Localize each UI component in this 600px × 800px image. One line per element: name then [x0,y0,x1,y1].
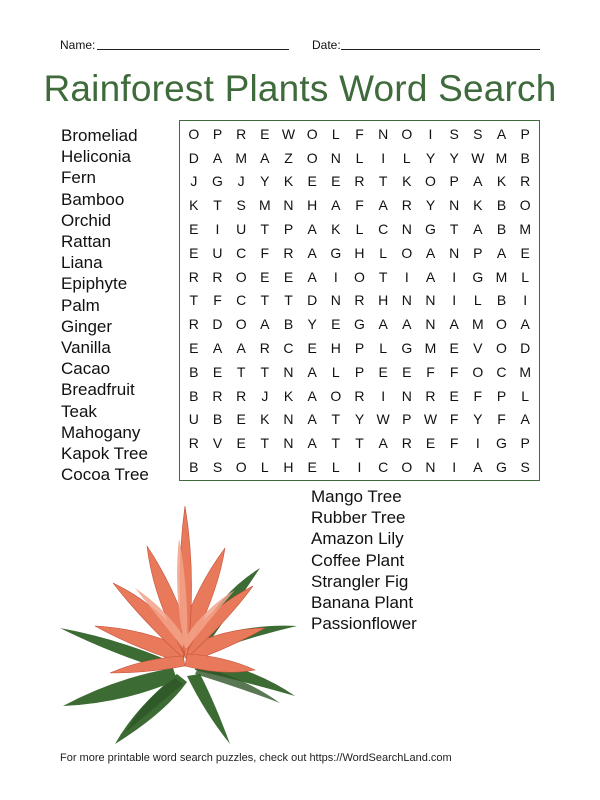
grid-letter[interactable]: A [212,149,223,166]
word-list-item: Heliconia [61,147,131,167]
grid-letter[interactable]: L [331,125,340,142]
grid-letter[interactable]: A [378,316,388,333]
grid-letter[interactable]: G [330,244,342,261]
grid-letter[interactable]: M [495,268,508,285]
grid-letter[interactable]: C [236,292,247,309]
grid-letter[interactable]: L [473,292,482,309]
grid-letter[interactable]: L [260,459,269,476]
grid-letter[interactable]: W [471,149,485,166]
grid-letter[interactable]: E [449,387,459,404]
grid-letter[interactable]: P [402,411,412,428]
grid-letter[interactable]: K [260,411,270,428]
grid-letter[interactable]: Y [449,149,459,166]
grid-letter[interactable]: Z [284,149,293,166]
grid-letter[interactable]: N [401,292,412,309]
word-list-item: Vanilla [61,338,111,358]
grid-letter[interactable]: K [283,387,294,404]
word-list-item: Teak [61,401,97,421]
grid-letter[interactable]: A [378,435,388,452]
grid-letter[interactable]: K [402,173,412,190]
grid-letter[interactable]: E [520,244,530,261]
grid-letter[interactable]: P [212,125,223,142]
grid-letter[interactable]: E [425,435,436,452]
grid-letter[interactable]: A [307,221,317,238]
grid-letter[interactable]: E [212,363,223,380]
grid-letter[interactable]: T [331,411,341,428]
grid-letter[interactable]: M [519,221,531,238]
grid-letter[interactable]: A [425,244,436,261]
grid-letter[interactable]: R [236,387,247,404]
grid-letter[interactable]: A [307,244,317,261]
grid-letter[interactable]: P [449,173,459,190]
grid-letter[interactable]: N [425,459,436,476]
grid-letter[interactable]: O [235,459,247,476]
grid-letter[interactable]: G [212,173,223,190]
grid-letter[interactable]: T [449,221,459,238]
date-line[interactable] [341,49,540,50]
grid-letter[interactable]: U [236,221,247,238]
grid-letter[interactable]: N [449,244,460,261]
grid-letter[interactable]: A [307,435,317,452]
grid-letter[interactable]: A [307,363,317,380]
grid-letter[interactable]: E [307,340,317,357]
word-list-item: Rubber Tree [311,508,406,528]
grid-letter[interactable]: T [260,221,270,238]
grid-letter[interactable]: F [473,387,483,404]
grid-letter[interactable]: F [355,125,364,142]
grid-letter[interactable]: G [496,459,507,476]
grid-letter[interactable]: O [235,316,247,333]
grid-letter[interactable]: E [236,435,246,452]
grid-letter[interactable]: E [402,363,412,380]
grid-letter[interactable]: K [189,197,199,214]
name-line[interactable] [97,49,289,50]
word-list-item: Kapok Tree [61,444,148,464]
grid-letter[interactable]: A [331,197,341,214]
grid-letter[interactable]: S [473,125,483,142]
grid-letter[interactable]: P [496,387,507,404]
word-list-item: Breadfruit [61,380,135,400]
grid-letter[interactable]: H [330,340,341,357]
grid-letter[interactable]: A [473,173,483,190]
grid-letter[interactable]: P [473,244,483,261]
grid-letter[interactable]: N [283,197,294,214]
grid-letter[interactable]: A [473,459,483,476]
date-label: Date: [312,38,341,52]
grid-letter[interactable]: J [190,173,198,190]
grid-letter[interactable]: L [355,149,364,166]
grid-letter[interactable]: N [330,149,341,166]
grid-letter[interactable]: A [449,316,459,333]
word-list-right [311,486,417,634]
grid-letter[interactable]: O [330,387,342,404]
word-list-item: Ginger [61,316,113,336]
grid-letter[interactable]: R [212,387,223,404]
word-list-item: Cocoa Tree [61,465,149,485]
word-list-item: Bamboo [61,189,125,209]
grid-letter[interactable]: N [449,197,460,214]
word-list-item: Banana Plant [311,593,414,613]
grid-letter[interactable]: Y [425,149,436,166]
grid-letter[interactable]: R [188,316,199,333]
grid-letter[interactable]: O [519,197,531,214]
grid-letter[interactable]: F [449,411,459,428]
grid-letter[interactable]: B [189,387,199,404]
word-list-item: Passionflower [311,614,417,634]
grid-letter[interactable]: C [378,221,389,238]
grid-letter[interactable]: L [331,363,340,380]
word-list-item: Epiphyte [61,274,128,294]
grid-letter[interactable]: M [471,316,484,333]
grid-letter[interactable]: T [189,292,199,309]
grid-letter[interactable]: C [236,244,247,261]
grid-letter[interactable]: L [521,268,530,285]
grid-letter[interactable]: B [496,221,507,238]
grid-letter[interactable]: T [260,363,270,380]
grid-letter[interactable]: A [496,125,507,142]
word-list-item: Liana [61,253,103,273]
grid-letter[interactable]: L [402,149,411,166]
word-search-grid[interactable] [179,120,540,481]
grid-letter[interactable]: N [283,435,294,452]
grid-letter[interactable]: O [306,149,318,166]
grid-letter[interactable]: E [331,173,341,190]
word-list-item: Orchid [61,210,112,230]
grid-letter[interactable]: M [519,363,531,380]
grid-letter[interactable]: E [378,363,388,380]
grid-letter[interactable]: O [496,316,507,333]
grid-letter[interactable]: I [452,292,457,309]
grid-letter[interactable]: M [258,197,271,214]
grid-letter[interactable]: R [212,268,223,285]
grid-letter[interactable]: T [236,363,246,380]
grid-letter[interactable]: F [449,363,459,380]
word-list-item: Mahogany [61,422,141,442]
grid-letter[interactable]: I [475,435,480,452]
grid-letter[interactable]: E [260,125,270,142]
grid-letter[interactable]: F [213,292,222,309]
grid-letter[interactable]: O [401,125,413,142]
grid-letter[interactable]: P [283,221,294,238]
word-list-item: Coffee Plant [311,550,405,570]
grid-letter[interactable]: R [188,435,199,452]
grid-letter[interactable]: L [331,459,340,476]
grid-letter[interactable]: K [496,173,507,190]
grid-letter[interactable]: A [520,411,530,428]
grid-letter[interactable]: J [237,173,245,190]
grid-letter[interactable]: D [188,149,199,166]
grid-letter[interactable]: E [189,244,199,261]
grid-letter[interactable]: I [357,459,362,476]
grid-letter[interactable]: W [376,411,390,428]
grid-letter[interactable]: T [260,435,270,452]
grid-letter[interactable]: T [331,435,341,452]
grid-letter[interactable]: A [520,316,530,333]
grid-letter[interactable]: O [425,173,436,190]
word-list-item: Rattan [61,232,112,252]
grid-letter[interactable]: V [473,340,483,357]
grid-letter[interactable]: E [307,173,317,190]
word-list-item: Amazon Lily [311,529,404,549]
grid-letter[interactable]: T [355,435,364,452]
grid-letter[interactable]: S [449,125,459,142]
grid-letter[interactable]: Y [473,411,483,428]
grid-letter[interactable]: E [449,340,459,357]
word-list-item: Cacao [61,359,111,379]
name-label: Name: [60,38,96,52]
grid-letter[interactable]: N [401,221,412,238]
grid-letter[interactable]: M [495,149,508,166]
word-list-item: Fern [61,168,96,188]
grid-letter[interactable]: R [401,197,412,214]
grid-letter[interactable]: O [401,244,413,261]
grid-letter[interactable]: T [284,292,293,309]
grid-letter[interactable]: C [496,363,507,380]
grid-letter[interactable]: P [520,125,530,142]
grid-letter[interactable]: B [283,316,294,333]
grid-letter[interactable]: C [378,459,389,476]
grid-letter[interactable]: N [283,363,294,380]
grid-letter[interactable]: U [212,244,223,261]
grid-letter[interactable]: D [520,340,531,357]
grid-letter[interactable]: Y [260,173,270,190]
grid-letter[interactable]: R [259,340,270,357]
grid-letter[interactable]: E [331,316,341,333]
grid-letter[interactable]: I [452,459,457,476]
grid-letter[interactable]: B [496,197,507,214]
grid-letter[interactable]: P [354,340,365,357]
grid-letter[interactable]: R [354,173,365,190]
grid-letter[interactable]: T [213,197,222,214]
grid-letter[interactable]: B [496,292,507,309]
grid-letter[interactable]: Y [354,411,365,428]
grid-letter[interactable]: L [379,340,388,357]
grid-letter[interactable]: M [424,340,437,357]
grid-letter[interactable]: S [212,459,223,476]
grid-letter[interactable]: U [188,411,199,428]
grid-letter[interactable]: R [283,244,294,261]
grid-letter[interactable]: D [307,292,318,309]
grid-letter[interactable]: M [235,149,247,166]
grid-letter[interactable]: A [212,340,223,357]
grid-letter[interactable]: K [331,221,341,238]
grid-letter[interactable]: I [381,149,386,166]
grid-letter[interactable]: R [520,173,531,190]
grid-letter[interactable]: E [307,459,317,476]
grid-letter[interactable]: S [520,459,530,476]
grid-letter[interactable]: V [212,435,223,452]
grid-letter[interactable]: O [401,459,413,476]
bromeliad-plant-image [55,498,305,748]
grid-letter[interactable]: F [426,363,435,380]
grid-letter[interactable]: A [473,221,483,238]
grid-letter[interactable]: G [496,435,507,452]
grid-letter[interactable]: Y [307,316,317,333]
grid-letter[interactable]: E [189,221,199,238]
grid-letter[interactable]: F [449,435,459,452]
grid-letter[interactable]: O [472,363,484,380]
grid-letter[interactable]: K [283,173,294,190]
grid-letter[interactable]: O [306,125,318,142]
grid-letter[interactable]: A [307,387,317,404]
grid-letter[interactable]: I [452,268,457,285]
grid-letter[interactable]: W [423,411,438,428]
grid-letter[interactable]: A [260,149,270,166]
grid-letter[interactable]: T [260,292,270,309]
grid-letter[interactable]: L [521,387,530,404]
grid-letter[interactable]: K [473,197,483,214]
grid-letter[interactable]: O [496,340,507,357]
grid-letter[interactable]: O [188,125,200,142]
grid-letter[interactable]: G [354,316,365,333]
word-list-item: Strangler Fig [311,571,409,591]
grid-letter[interactable]: D [212,316,223,333]
grid-letter[interactable]: N [330,292,341,309]
grid-letter[interactable]: N [283,411,294,428]
grid-letter[interactable]: N [401,387,412,404]
grid-letter[interactable]: R [401,435,412,452]
grid-letter[interactable]: F [260,244,270,261]
grid-letter[interactable]: A [236,340,246,357]
grid-letter[interactable]: O [235,268,247,285]
grid-letter[interactable]: I [381,387,386,404]
grid-letter[interactable]: L [355,221,364,238]
grid-letter[interactable]: A [402,316,412,333]
grid-letter[interactable]: I [428,125,433,142]
word-list-left [61,125,149,485]
grid-letter[interactable]: E [236,411,246,428]
word-list-item: Bromeliad [61,126,138,145]
grid-letter[interactable]: R [354,292,365,309]
grid-letter[interactable]: F [497,411,506,428]
grid-letter[interactable]: R [425,387,436,404]
grid-letter[interactable]: A [496,244,507,261]
grid-letter[interactable]: A [307,411,317,428]
grid-letter[interactable]: R [354,387,365,404]
grid-letter[interactable]: B [212,411,223,428]
grid-letter[interactable]: I [523,292,528,309]
grid-letter[interactable]: T [378,268,388,285]
page-title: Rainforest Plants Word Search [43,68,557,109]
grid-letter[interactable]: G [472,268,484,285]
grid-letter[interactable]: E [260,268,270,285]
grid-letter[interactable]: E [189,340,199,357]
grid-letter[interactable]: I [404,268,409,285]
grid-letter[interactable]: B [189,459,199,476]
grid-letter[interactable]: G [425,221,436,238]
grid-letter[interactable]: A [307,268,317,285]
grid-letter[interactable]: L [379,244,388,261]
grid-letter[interactable]: H [307,197,318,214]
grid-letter[interactable]: N [425,316,436,333]
grid-letter[interactable]: A [378,197,388,214]
grid-letter[interactable]: F [355,197,364,214]
grid-letter[interactable]: R [236,125,247,142]
grid-letter[interactable]: N [378,125,389,142]
grid-letter[interactable]: G [401,340,413,357]
grid-letter[interactable]: Y [425,197,436,214]
grid-letter[interactable]: T [378,173,388,190]
grid-letter[interactable]: I [215,221,220,238]
grid-letter[interactable]: R [188,268,199,285]
grid-letter[interactable]: H [378,292,389,309]
grid-letter[interactable]: A [260,316,270,333]
grid-letter[interactable]: B [189,363,199,380]
word-list-item: Palm [61,295,100,315]
grid-letter[interactable]: A [425,268,436,285]
grid-letter[interactable]: I [333,268,338,285]
footer-text: For more printable word search puzzles, check out https://WordSearchLand.com [60,752,452,764]
word-list-item: Mango Tree [311,487,402,506]
grid-letter[interactable]: N [425,292,436,309]
grid-letter[interactable]: S [236,197,246,214]
grid-letter[interactable]: W [281,125,296,142]
grid-letter[interactable]: C [283,340,294,357]
grid-letter[interactable]: B [520,149,530,166]
grid-letter[interactable]: H [283,459,294,476]
grid-letter[interactable]: O [354,268,365,285]
grid-letter[interactable]: E [283,268,294,285]
grid-letter[interactable]: J [261,387,269,404]
grid-letter[interactable]: P [520,435,530,452]
grid-letter[interactable]: H [354,244,365,261]
grid-letter[interactable]: P [354,363,365,380]
